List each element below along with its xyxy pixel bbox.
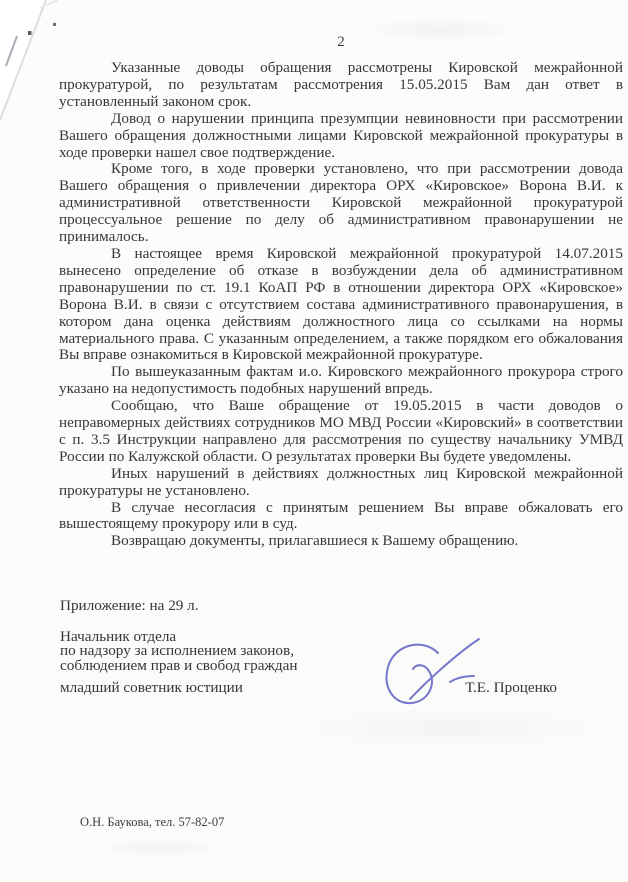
signer-rank: младший советник юстиции bbox=[60, 679, 243, 697]
signature bbox=[380, 633, 490, 723]
page-number: 2 bbox=[337, 34, 345, 50]
signer-position-line: соблюдением прав и свобод граждан bbox=[60, 656, 298, 674]
paragraph: В случае несогласия с принятым решением Вы вправе обжаловать его вышестоящему прокурору или в суд. bbox=[59, 498, 623, 533]
signer-name: Т.Е. Проценко bbox=[465, 679, 557, 697]
signer-position-line: Начальник отдела bbox=[60, 628, 177, 645]
executor-contact: О.Н. Баукова, тел. 57-82-07 bbox=[80, 815, 225, 829]
paragraph: В настоящее время Кировской межрайонной прокуратурой 14.07.2015 вынесено определение об отказе в возбуждении дела об административном правонарушении по ст. 19.1 КоАП РФ в отношении директора ОРХ «Кировское» Ворона В.И. в связи с отсутствием состава административного правонарушения, в котором дана оценка действиям должностного лица со ссылками на нормы материального права. С указанным определением, а также порядком его обжалования Вы вправе ознакомиться в Кировской межрайонной прокуратуре. bbox=[59, 244, 623, 364]
paragraph: По вышеуказанным фактам и.о. Кировского межрайонного прокурора строго указано на недопустимость подобных нарушений впредь. bbox=[59, 363, 623, 398]
paragraph: Кроме того, в ходе проверки установлено, что при рассмотрении довода Вашего обращения о привлечении директора ОРХ «Кировское» Ворона В.И. к административной ответственности Кировской межрайонной прокуратурой процессуальное решение по делу об административном правонарушении не принималось. bbox=[59, 160, 623, 246]
letter-body bbox=[59, 60, 623, 550]
paragraph: Сообщаю, что Ваше обращение от 19.05.2015 в части доводов о неправомерных действиях сотрудников МО МВД России «Кировский» в соответствии с п. 3.5 Инструкции направлено для рассмотрения по существу начальнику УМВД России по Калужской области. О результатах проверки Вы будете уведомлены. bbox=[59, 397, 623, 465]
signature-strokes bbox=[387, 639, 479, 703]
paragraph: Иных нарушений в действиях должностных лиц Кировской межрайонной прокуратуры не установлено. bbox=[59, 464, 623, 499]
signer-position-line: по надзору за исполнением законов, bbox=[60, 642, 294, 660]
paragraph: Указанные доводы обращения рассмотрены Кировской межрайонной прокуратурой, по результатам рассмотрения 15.05.2015 Вам дан ответ в установленный законом срок. bbox=[59, 59, 623, 110]
attachment-note: Приложение: на 29 л. bbox=[60, 597, 199, 614]
paragraph: Довод о нарушении принципа презумпции невиновности при рассмотрении Вашего обращения должностными лицами Кировской межрайонной прокуратуры в ходе проверки нашел свое подтверждение. bbox=[59, 109, 623, 161]
paragraph: Возвращаю документы, прилагавшиеся к Вашему обращению. bbox=[111, 532, 519, 550]
